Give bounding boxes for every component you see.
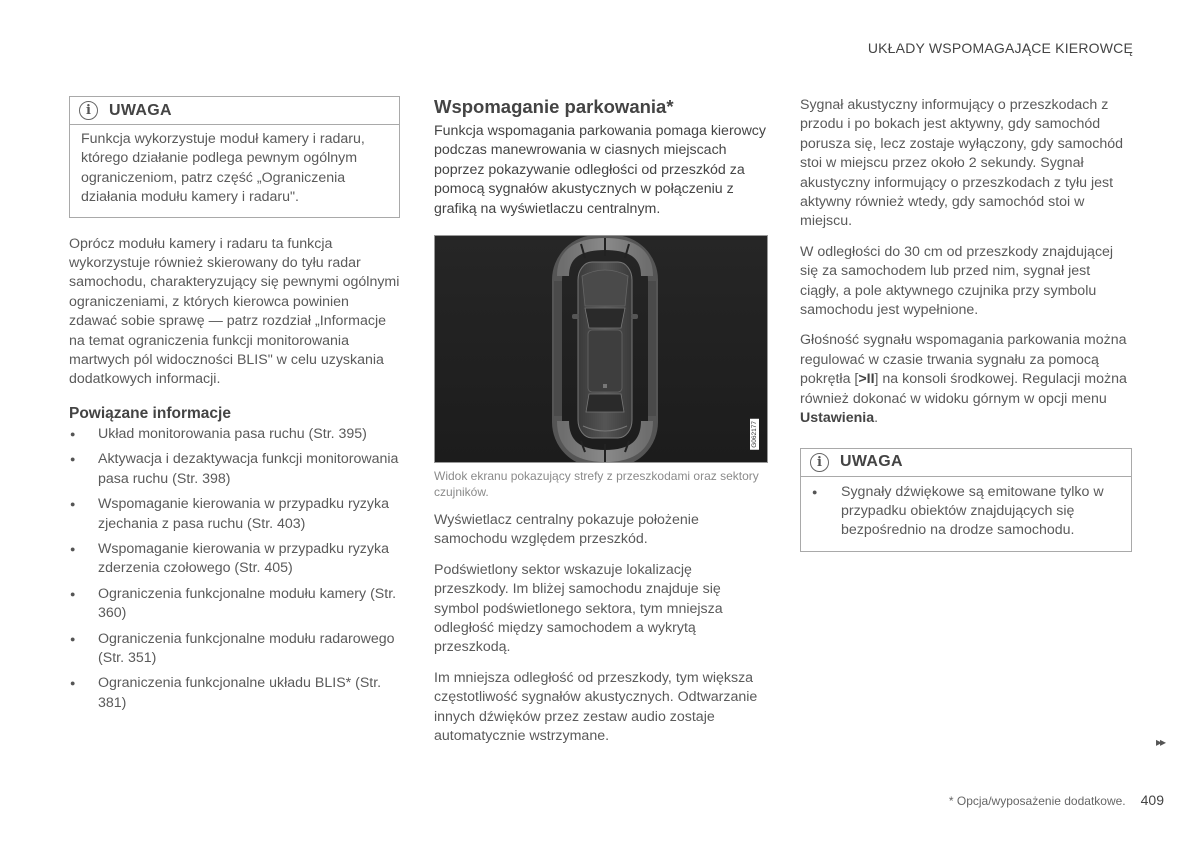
right-column bbox=[800, 96, 1132, 552]
footnote: * Opcja/wyposażenie dodatkowe. bbox=[948, 794, 1126, 808]
related-link[interactable]: ● Wspomaganie kierowania w przypadku ryzyka zjechania z pasa ruchu (Str. 403) bbox=[69, 495, 400, 534]
page-footer bbox=[949, 792, 1164, 808]
parking-sensor-illustration bbox=[435, 236, 768, 463]
info-icon: i bbox=[810, 453, 829, 472]
continue-arrows-icon: ▸▸ bbox=[1155, 735, 1164, 749]
key-label: >II bbox=[858, 371, 875, 388]
related-title: Powiązane informacje bbox=[69, 404, 231, 422]
related-link[interactable]: ● Aktywacja i dezaktywacja funkcji monitorowania pasa ruchu (Str. 398) bbox=[69, 450, 400, 489]
left-column bbox=[69, 96, 400, 719]
related-link[interactable]: ● Układ monitorowania pasa ruchu (Str. 395) bbox=[69, 425, 400, 444]
middle-column bbox=[434, 96, 768, 758]
note-body bbox=[801, 477, 1131, 551]
chapter-header: UKŁADY WSPOMAGAJĄCE KIEROWCĘ bbox=[867, 40, 1133, 56]
paragraph: Im mniejsza odległość od przeszkody, tym większa częstotliwość sygnałów akustycznych. Odtwarzanie innych dźwięków przez zestaw audio zostaje automatycznie wstrzymane. bbox=[434, 669, 758, 745]
section-title: Wspomaganie parkowania* bbox=[434, 96, 674, 117]
note-header bbox=[801, 449, 1131, 477]
paragraph: W odległości do 30 cm od przeszkody znajdującej się za samochodem lub przed nim, sygnał jest ciągły, a pole aktywnego czujnika przy symbolu samochodu jest wypełnione. bbox=[800, 243, 1114, 319]
related-link[interactable]: ● Ograniczenia funkcjonalne modułu radarowego (Str. 351) bbox=[69, 630, 400, 669]
text-span: . bbox=[874, 410, 879, 427]
note-title: UWAGA bbox=[109, 101, 172, 119]
parking-display-figure bbox=[434, 235, 768, 463]
info-icon: i bbox=[79, 101, 98, 120]
menu-label: Ustawienia bbox=[800, 410, 875, 427]
paragraph: Oprócz modułu kamery i radaru ta funkcja wykorzystuje również skierowany do tyłu radar samochodu, charakteryzujący się pewnymi ogólnymi ograniczeniami, z których kierowca powinien zdawać sobie sprawę — patrz rozdział „Informacje na temat ograniczenia funkcji monitorowania martwych pól widoczności BLIS" w celu uzyskania dodatkowych informacji. bbox=[69, 235, 400, 388]
note-title: UWAGA bbox=[840, 453, 903, 470]
paragraph: Wyświetlacz centralny pokazuje położenie samochodu względem przeszkód. bbox=[434, 512, 699, 548]
intro-paragraph: Funkcja wspomagania parkowania pomaga kierowcy podczas manewrowania w ciasnych miejscach poprzez pokazywanie odległości od przeszkód za pomocą sygnałów akustycznych w połączeniu z grafiką na wyświetlaczu centralnym. bbox=[434, 123, 766, 217]
text-span: ] na konsoli środkowej. Regulacji można również dokonać w widoku górnym w opcji menu bbox=[800, 371, 1127, 407]
paragraph: Sygnał akustyczny informujący o przeszkodach z przodu i po bokach jest aktywny, gdy samochód porusza się, lecz zostaje wyłączony, gdy samochód stoi w miejscu przez około 2 sekundy. Sygnał akustyczny informujący o przeszkodach z tyłu jest aktywny również wtedy, gdy samochód stoi w miejscu. bbox=[800, 97, 1124, 230]
note-box bbox=[800, 448, 1132, 552]
note-text: Funkcja wykorzystuje moduł kamery i radaru, którego działanie podlega pewnym ogólnym ograniczeniom, patrz część „Ograniczenia działania modułu kamery i radaru". bbox=[81, 131, 365, 206]
related-link[interactable]: ● Ograniczenia funkcjonalne modułu kamery (Str. 360) bbox=[69, 585, 400, 624]
related-link[interactable]: ● Ograniczenia funkcjonalne układu BLIS* (Str. 381) bbox=[69, 674, 400, 713]
text-span: Głośność sygnału wspomagania parkowania można regulować w czasie trwania sygnału za pomocą pokrętła [ bbox=[800, 332, 1127, 388]
figure-code: G062177 bbox=[751, 421, 758, 449]
paragraph: Podświetlony sektor wskazuje lokalizację przeszkody. Im bliżej samochodu znajduje się symbol podświetlonego sektora, tym mniejsza odległość między samochodem a wykrytą przeszkodą. bbox=[434, 561, 723, 656]
related-list bbox=[69, 425, 400, 713]
figure-caption: Widok ekranu pokazujący strefy z przeszkodami oraz sektory czujników. bbox=[434, 469, 759, 499]
note-header bbox=[70, 97, 399, 125]
volume-paragraph bbox=[800, 331, 1132, 428]
related-link[interactable]: ● Wspomaganie kierowania w przypadku ryzyka zderzenia czołowego (Str. 405) bbox=[69, 540, 400, 579]
page-number: 409 bbox=[1140, 792, 1164, 808]
note-item: ● Sygnały dźwiękowe są emitowane tylko w przypadku obiektów znajdujących się bezpośrednio na drodze samochodu. bbox=[812, 483, 1121, 541]
note-box bbox=[69, 96, 400, 218]
